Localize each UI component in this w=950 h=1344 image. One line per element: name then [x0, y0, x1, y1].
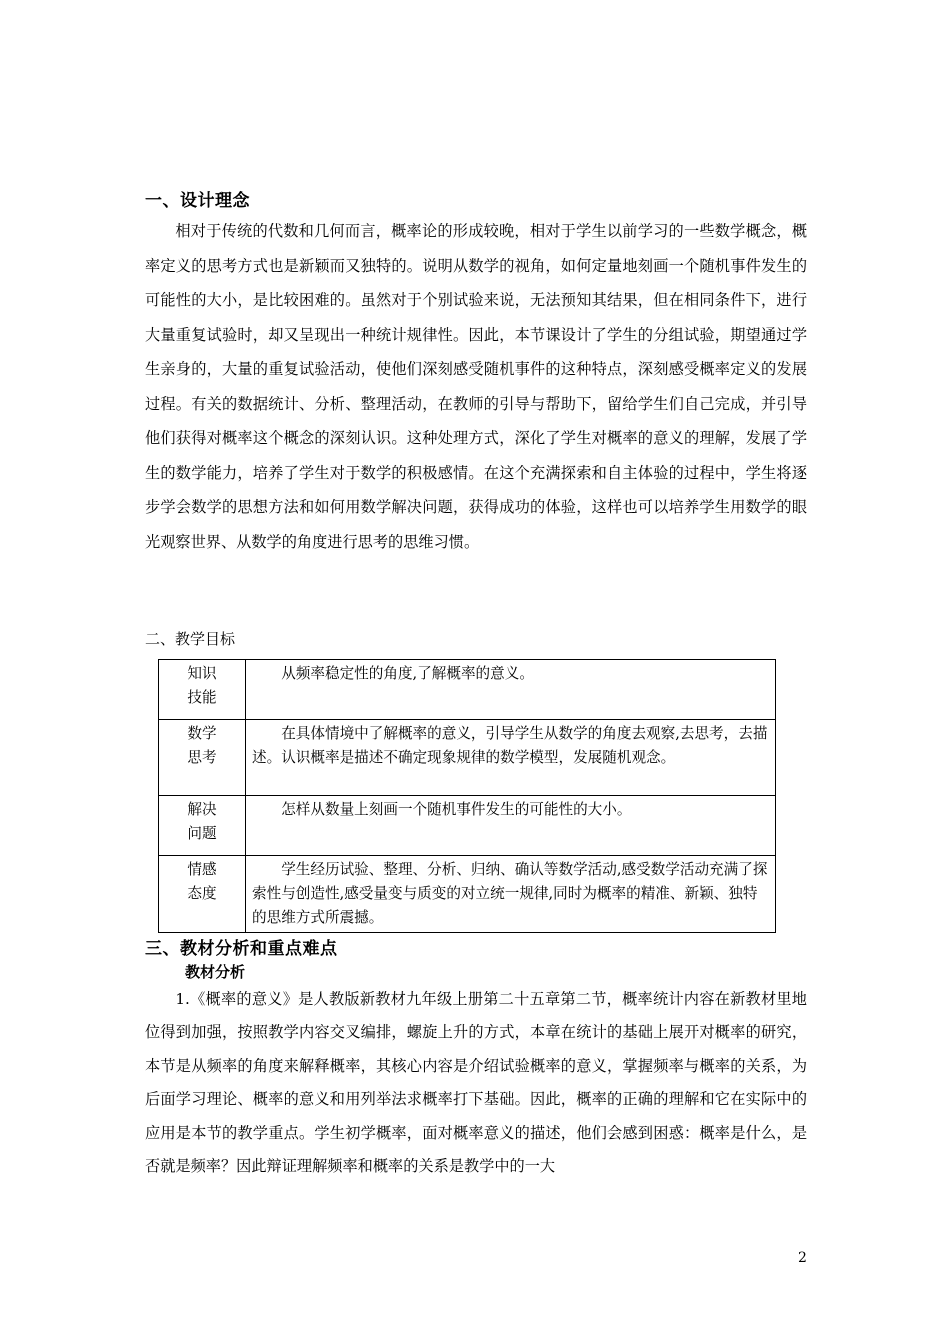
section3-subheading: 教材分析 [185, 963, 246, 981]
goal-content: 在具体情境中了解概率的意义，引导学生从数学的角度去观察,去思考，去描述。认识概率是描述不确定现象规律的数学模型，发展随机观念。 [246, 720, 776, 796]
goal-content: 学生经历试验、整理、分析、归纳、确认等数学活动,感受数学活动充满了探索性与创造性,感受量变与质变的对立统一规律,同时为概率的精准、新颖、独特的思维方式所震撼。 [246, 856, 776, 933]
teaching-goals-table [158, 659, 776, 933]
goal-label: 解决问题 [159, 796, 246, 856]
table-row [159, 660, 776, 720]
section3-paragraph: 1.《概率的意义》是人教版新教材九年级上册第二十五章第二节，概率统计内容在新教材里地位得到加强，按照教学内容交叉编排，螺旋上升的方式，本章在统计的基础上展开对概率的研究，本节是从频率的角度来解释概率，其核心内容是介绍试验概率的意义，掌握频率与概率的关系，为后面学习理论、概率的意义和用列举法求概率打下基础。因此，概率的正确的理解和它在实际中的应用是本节的教学重点。学生初学概率，面对概率意义的描述，他们会感到困惑：概率是什么，是否就是频率？因此辩证理解频率和概率的关系是教学中的一大 [145, 990, 807, 1176]
section1-heading: 一、设计理念 [145, 191, 250, 211]
table-row [159, 720, 776, 796]
goal-content: 从频率稳定性的角度,了解概率的意义。 [246, 660, 776, 720]
goal-label: 情感态度 [159, 856, 246, 933]
section2-heading: 二、教学目标 [145, 630, 236, 648]
section1-paragraph: 相对于传统的代数和几何而言，概率论的形成较晚，相对于学生以前学习的一些数学概念，概率定义的思考方式也是新颖而又独特的。说明从数学的视角，如何定量地刻画一个随机事件发生的可能性的大小，是比较困难的。虽然对于个别试验来说，无法预知其结果，但在相同条件下，进行大量重复试验时，却又呈现出一种统计规律性。因此，本节课设计了学生的分组试验，期望通过学生亲身的，大量的重复试验活动，使他们深刻感受随机事件的这种特点，深刻感受概率定义的发展过程。有关的数据统计、分析、整理活动，在教师的引导与帮助下，留给学生们自己完成，并引导他们获得对概率这个概念的深刻认识。这种处理方式，深化了学生对概率的意义的理解，发展了学生的数学能力，培养了学生对于数学的积极感情。在这个充满探索和自主体验的过程中，学生将逐步学会数学的思想方法和如何用数学解决问题，获得成功的体验，这样也可以培养学生用数学的眼光观察世界、从数学的角度进行思考的思维习惯。 [145, 222, 807, 551]
goal-label: 数学思考 [159, 720, 246, 796]
goal-content: 怎样从数量上刻画一个随机事件发生的可能性的大小。 [246, 796, 776, 856]
page-number: 2 [798, 1250, 807, 1266]
table-row [159, 856, 776, 933]
table-row [159, 796, 776, 856]
goal-label: 知识技能 [159, 660, 246, 720]
section3-heading: 三、教材分析和重点难点 [145, 939, 338, 959]
